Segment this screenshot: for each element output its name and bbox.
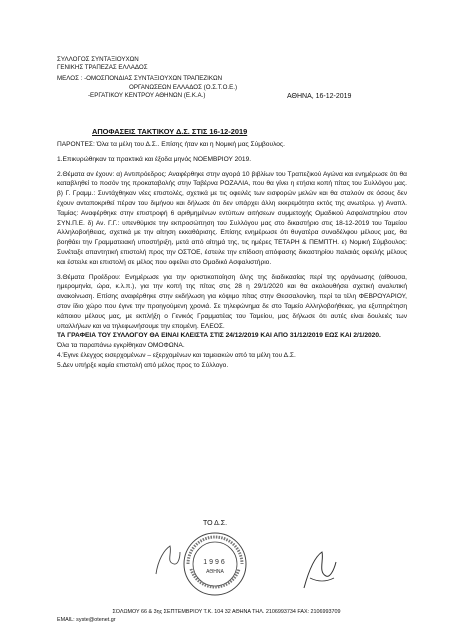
handwritten-signature-right <box>300 548 340 594</box>
association-stamp <box>182 531 248 597</box>
stamp-city: ΑΘΗΝΑ <box>206 569 224 575</box>
org-name: ΣΥΛΛΟΓΟΣ ΣΥΝΤΑΞΙΟΥΧΩΝ <box>57 56 139 63</box>
letterhead <box>57 56 237 100</box>
org-bank: ΓΕΝΙΚΗΣ ΤΡΑΠΕΖΑΣ ΕΛΛΑΔΟΣ <box>57 64 148 72</box>
membership-line-2: ΟΡΓΑΝΩΣΕΩΝ ΕΛΛΑΔΟΣ (Ο.Σ.Τ.Ο.Ε.) <box>129 83 238 91</box>
approval-note: Όλα τα παραπάνω εγκρίθηκαν ΟΜΟΦΩΝΑ. <box>57 342 185 350</box>
signature-label: ΤΟ Δ.Σ. <box>203 520 228 527</box>
handwritten-signature-left <box>150 540 184 580</box>
membership-line-3: -ΕΡΓΑΤΙΚΟΥ ΚΕΝΤΡΟΥ ΑΘΗΝΩΝ (Ε.Κ.Α.) <box>88 91 206 99</box>
item-4: 4.Έγινε έλεγχος εισερχομένων – εξερχομένων και ταμειακών από τα μέλη του Δ.Σ. <box>57 351 296 359</box>
document-body <box>57 140 407 371</box>
present-paragraph: ΠΑΡΟΝΤΕΣ: Όλα τα μέλη του Δ.Σ.. Επίσης ήταν και η Νομική μας Σύμβουλος. <box>57 141 285 148</box>
membership-line-1: ΜΕΛΟΣ : -ΟΜΟΣΠΟΝΔΙΑΣ ΣΥΝΤΑΞΙΟΥΧΩΝ ΤΡΑΠΕΖΙΚΩΝ <box>57 75 223 83</box>
stamp-year: 1996 <box>203 559 227 566</box>
item-2: 2.Θέματα αν έχουν: α) Αντιπρόεδρος: Αναφέρθηκε στην αγορά 10 βιβλίων του Τραπεζικού Αγώνα και ενημέρωσε ότι θα καταβληθεί το ποσόν της προκαταβολής στην Ταβέρνα ΡΟΖΑΛΙΑ, που θα γίνει η ετήσια κοπή πίτας του Συλλόγου μας. β) Γ. Γραμμ.: Συντάχθηκαν νέες επιστολές, σχετικά με τις οφειλές των εισφορών μελών και θα σταλούν σε όσους δεν έχουν ανταποκριθεί πέραν του διμήνου και δήλωσε ότι δεν υπάρχει άλλη εκκρεμότητα εκτός της ανωτέρω. γ) Αναπλ. Ταμίας: Αναφέρθηκε στην επιστροφή 6 αριθμημένων εντύπων αιτήσεων συμμετοχής Ομαδικού Ασφαλιστηρίου στον ΣΥΝ.Π.Ε. δ) Αν. Γ.Γ.: υπενθύμισε την εκπροσώπηση του Συλλόγου μας στο δικαστήριο στις 18-12-2019 του Ταμείου Αλληλοβοήθειας, σχετικά με την αίτηση εκκαθάρισης. Επίσης ενημέρωσε ότι θυγατέρα συναδέλφου μέλους μας, θα βοηθάει την Γραμματειακή υποστήριξη, μετά από αίτημά της, τις ημέρες ΤΕΤΑΡΗ & ΠΕΜΠΤΗ. ε) Νομική Σύμβουλος: Συνέταξε απαντητική επιστολή προς την ΟΣΤΟΕ, έστειλε την επίδοση απόφασης δικαστηρίου παλαιάς οφειλής μέλους και έστειλε και επιστολή σε μέλος που οφείλει στο Ομαδικό Ασφαλιστήριο. <box>57 170 407 266</box>
item-1: 1.Επικυρώθηκαν τα πρακτικά και έξοδα μηνός ΝΟΕΜΒΡΙΟΥ 2019. <box>57 155 252 163</box>
item-3: 3.Θέματα Προέδρου: Ενημέρωσε για την οριστικοποίηση όλης της διαδικασίας περί της οργάνωσης (αίθουσα, ημερομηνία, ώρα, κ.λ.π.), για την κοπή της πίτας στις 28 η 29/1/2020 και θα ακολουθήσει σχετική αναλυτική ανακοίνωση. Επίσης αναφέρθηκε στην εκδήλωση για κόψιμο πίτας στην Θεσσαλονίκη, περί τα τέλη ΦΕΒΡΟΥΑΡΙΟΥ, στον ίδιο χώρο που έγινε την προηγούμενη χρονιά. Σε τηλεφώνημα δε στο Ταμείο Αλληλοβοήθειας, για εξυπηρέτηση κάποιου μέλους μας, με εκπλήξη ο Γενικός Γραμματέας του Ταμείου, μας δήλωσε ότι αυτές είναι δουλειές των υπαλλήλων και να τηλεφωνήσουμε την επομένη. ΕΛΕΟΣ. <box>57 273 407 330</box>
item-5: 5.Δεν υπήρξε καμία επιστολή από μέλος προς το Σύλλογο. <box>57 361 229 369</box>
footer-email: EMAIL: syste@otenet.gr <box>57 617 116 623</box>
closure-notice: ΤΑ ΓΡΑΦΕΙΑ ΤΟΥ ΣΥΛΛΟΓΟΥ ΘΑ ΕΙΝΑΙ ΚΛΕΙΣΤΑ ΣΤΙΣ 24/12/2019 ΚΑΙ ΑΠΟ 31/12/2019 ΕΩΣ ΚΑΙ 2/1/2020. <box>57 332 381 340</box>
document-title: ΑΠΟΦΑΣΕΙΣ ΤΑΚΤΙΚΟΥ Δ.Σ. ΣΤΙΣ 16-12-2019 <box>92 127 248 136</box>
footer-address: ΣΟΛΩΜΟΥ 66 & 3ης ΣΕΠΤΕΜΒΡΙΟΥ Τ.Κ. 104 32 ΑΘΗΝΑ ΤΗΛ. 2106993734 FAX: 2106993709 <box>112 609 341 615</box>
document-date: ΑΘΗΝΑ, 16-12-2019 <box>287 93 352 100</box>
